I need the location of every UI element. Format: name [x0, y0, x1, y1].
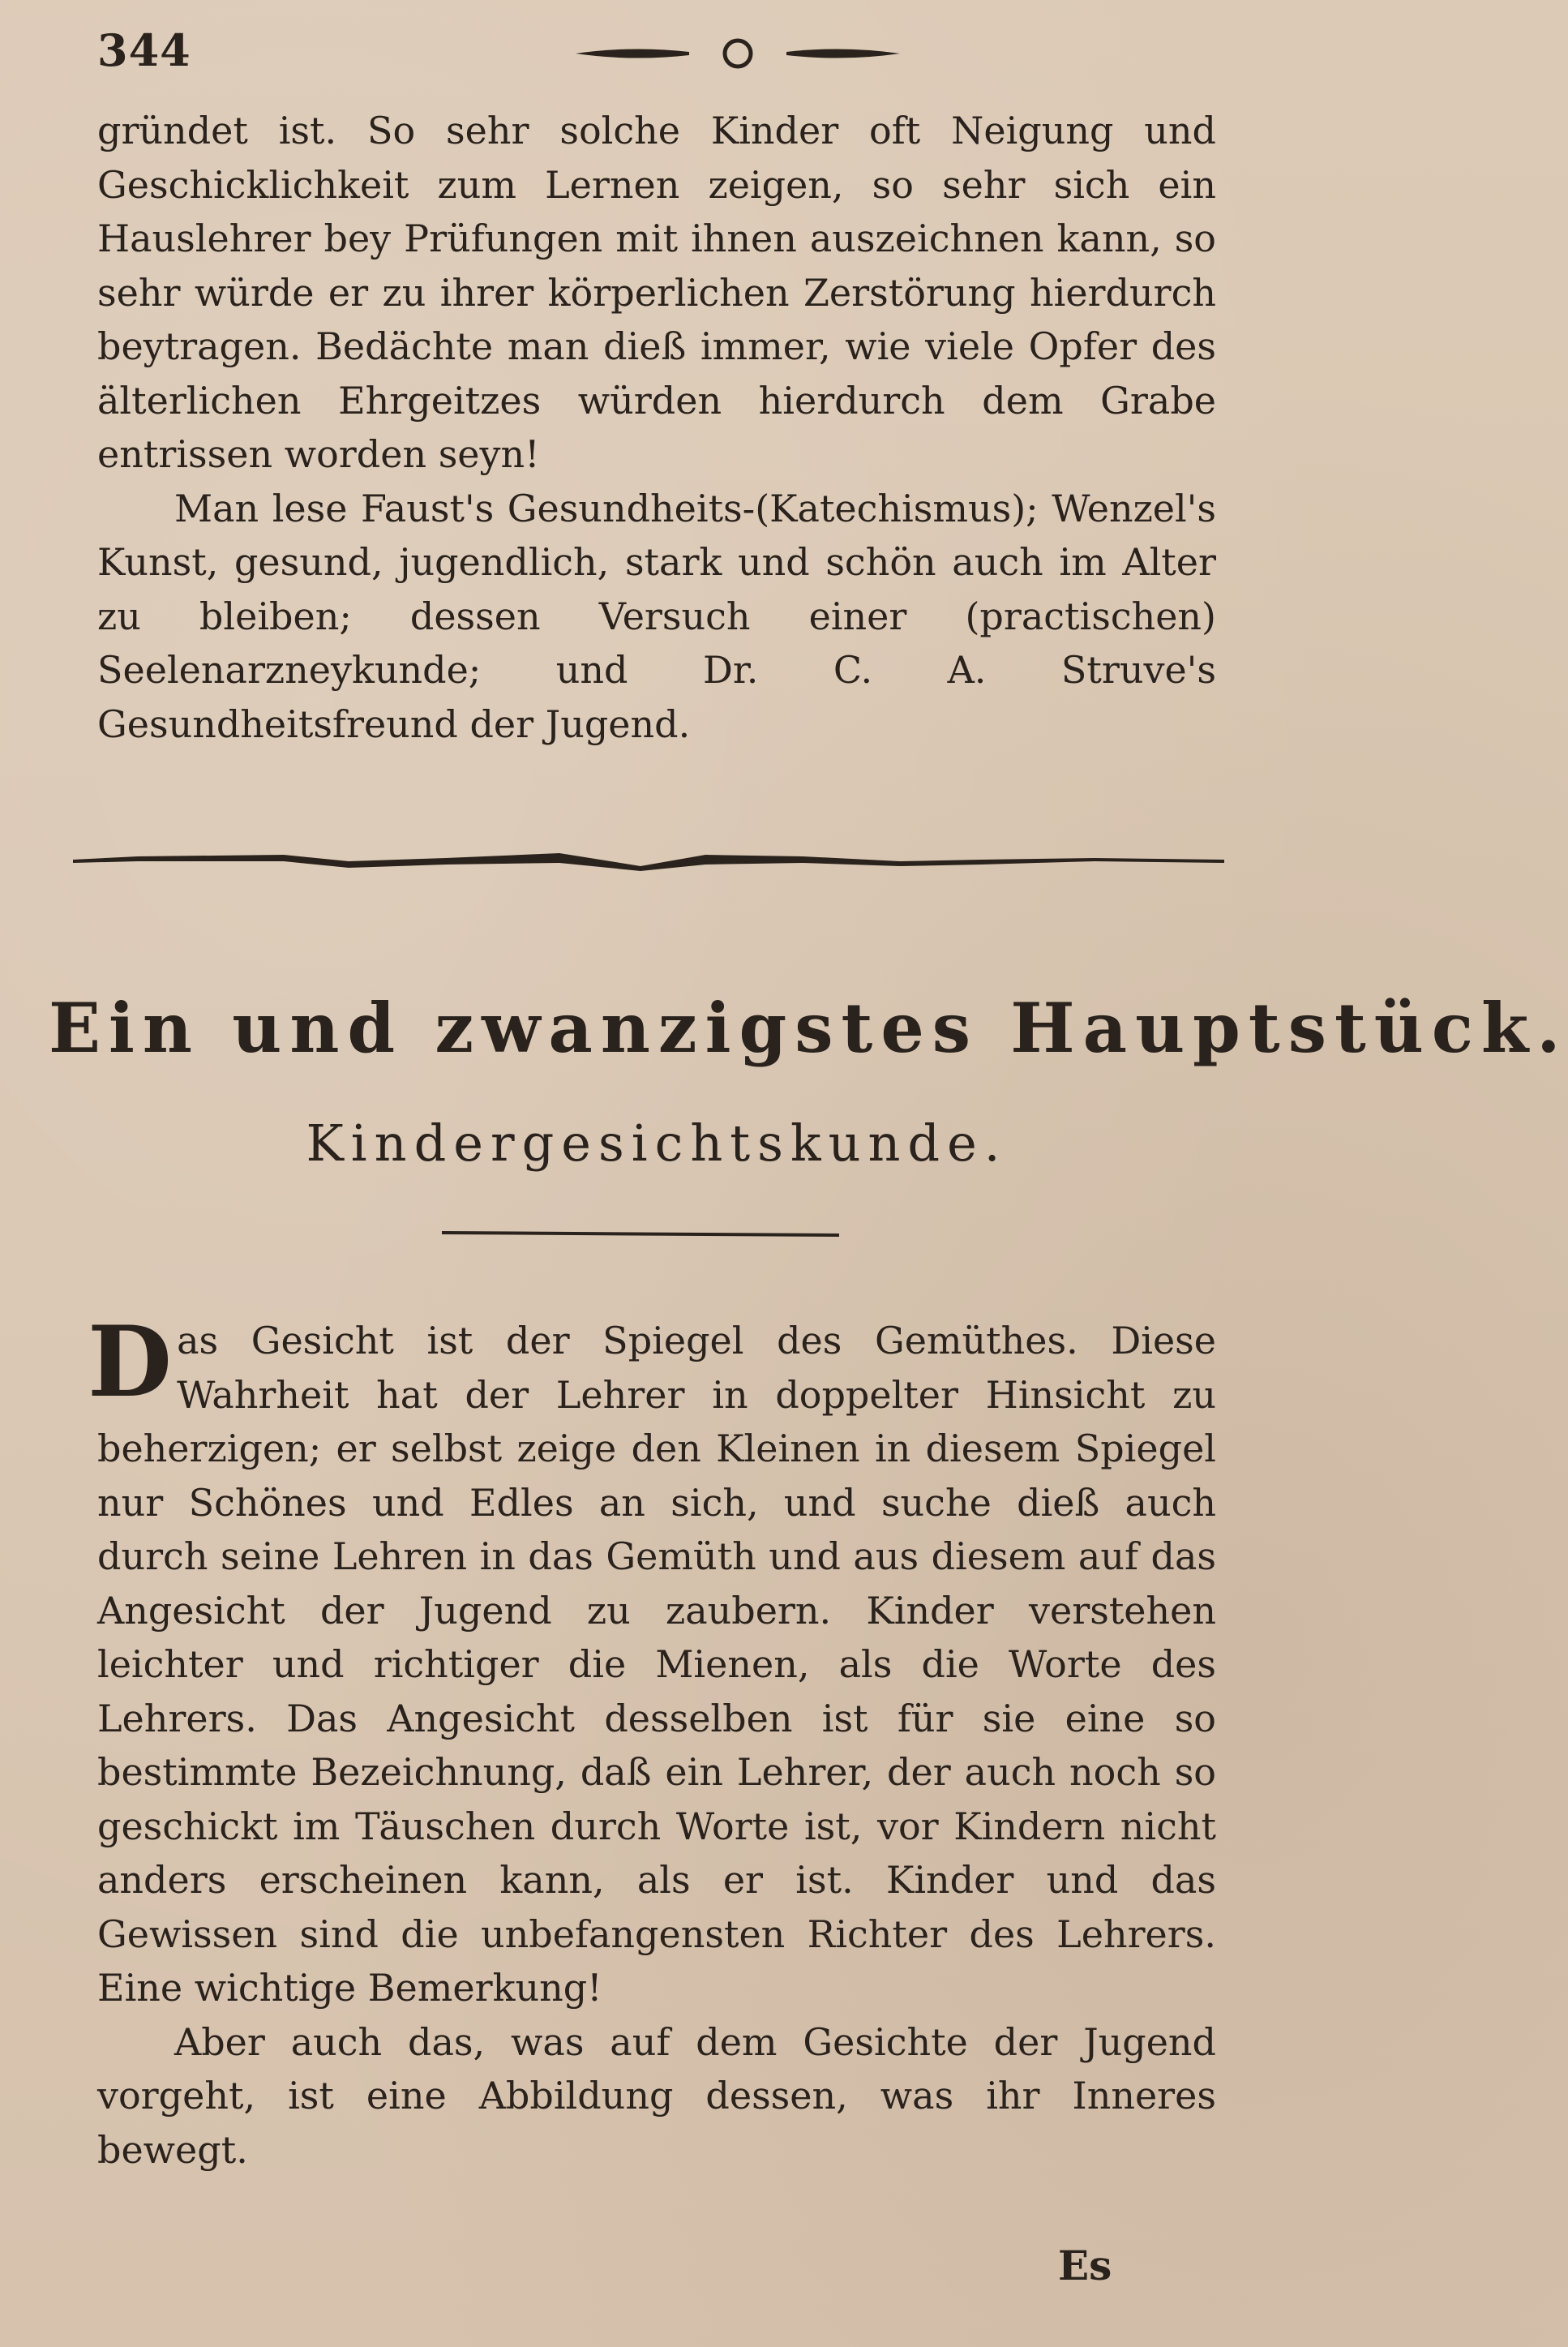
- catchword: Es: [1058, 2242, 1112, 2289]
- paragraph-references: Man lese Faust's Gesundheits-(Katechismus); Wenzel's Kunst, gesund, jugendlich, stark und schön auch im Alter zu bleiben; dessen Versuch einer (practischen) Seelenarzneykunde; und Dr. C. A. Struve's Gesundheitsfreund der Jugend.: [97, 486, 1216, 746]
- page-header: [97, 19, 1216, 84]
- paragraph-second: Aber auch das, was auf dem Gesichte der Jugend vorgeht, ist eine Abbildung dessen, was ihr Inneres bewegt.: [97, 2019, 1216, 2172]
- chapter-text-block: [88, 1305, 1216, 2177]
- section-divider: [73, 843, 1224, 876]
- paragraph-opening: [88, 1305, 1216, 2015]
- chapter-subtitle: Kindergesichtskunde.: [306, 1113, 1008, 1173]
- page-number: 344: [97, 24, 191, 76]
- header-ornament-icon: [568, 37, 908, 70]
- paragraph-continuation: gründet ist. So sehr solche Kinder oft Neigung und Geschicklichkeit zum Lernen zeigen, so sehr sich ein Hauslehrer bey Prüfungen mit ihnen auszeichnen kann, so sehr würde er zu ihrer körperlichen Zerstörung hierdurch beytragen. Bedächte man dieß immer, wie viele Opfer des älterlichen Ehrgeitzes würden hierdurch dem Grabe entrissen worden seyn!: [97, 109, 1216, 476]
- top-text-block: [97, 104, 1216, 751]
- subtitle-underline: [442, 1226, 839, 1239]
- chapter-title: Ein und zwanzigstes Hauptstück.: [49, 988, 1568, 1068]
- paragraph-opening-text: as Gesicht ist der Spiegel des Gemüthes. Diese Wahrheit hat der Lehrer in doppelter Hinsicht zu beherzigen; er selbst zeige den Kleinen in diesem Spiegel nur Schönes und Edles an sich, und suche dieß auch durch seine Lehren in das Gemüth und aus diesem auf das Angesicht der Jugend zu zaubern. Kinder verstehen leichter und richtiger die Mienen, als die Worte des Lehrers. Das Angesicht desselben ist für sie eine so bestimmte Bezeichnung, daß ein Lehrer, der auch noch so geschickt im Täuschen durch Worte ist, vor Kindern nicht anders erscheinen kann, als er ist. Kinder und das Gewissen sind die unbefangensten Richter des Lehrers. Eine wichtige Bemerkung!: [97, 1319, 1216, 2010]
- drop-cap-initial: D: [88, 1305, 173, 1419]
